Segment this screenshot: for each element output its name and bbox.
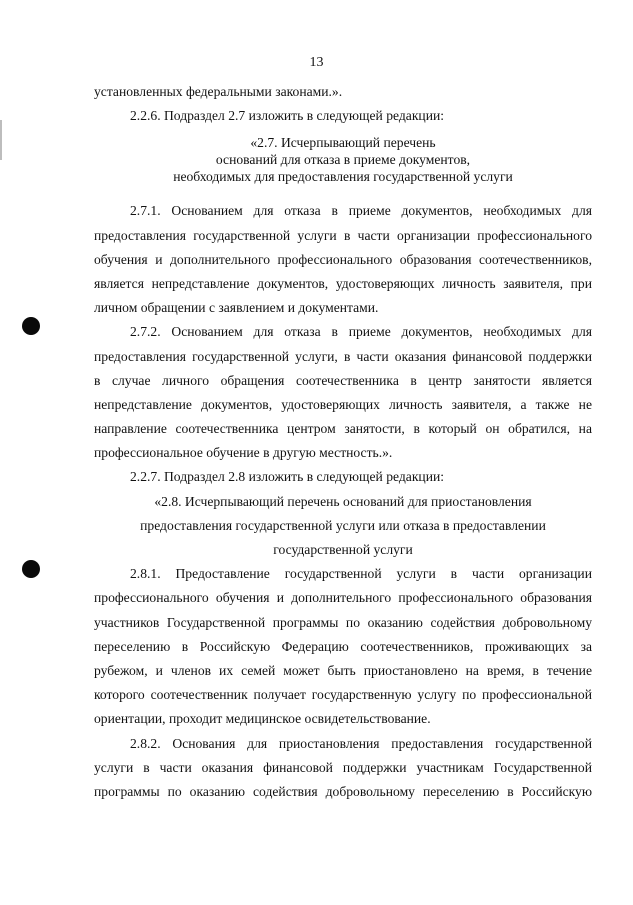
section-heading-2-8 (94, 490, 592, 563)
text-line: обучения и дополнительного профессионального образования соотечественников, (94, 251, 592, 267)
text-line: профессиональное обучение в другую местность.». (94, 445, 393, 461)
heading-line: «2.7. Исчерпывающий перечень (250, 135, 436, 151)
paragraph-2-8-1 (94, 562, 592, 731)
text-line: в случае личного обращения соотечественника в центр занятости является (94, 372, 592, 388)
text-line: 2.8.1. Предоставление государственной услуги в части организации (130, 566, 592, 582)
amendment-line: 2.2.7. Подраздел 2.8 изложить в следующей редакции: (130, 469, 445, 485)
heading-line: необходимых для предоставления государственной услуги (173, 169, 513, 185)
text-line: 2.7.2. Основанием для отказа в приеме документов, необходимых для (130, 324, 592, 340)
text-line: личном обращении с заявлением и документами. (94, 300, 379, 316)
punch-hole-top (22, 317, 40, 335)
page-number: 13 (309, 55, 324, 70)
heading-line: «2.8. Исчерпывающий перечень оснований для приостановления (154, 493, 532, 509)
text-line: услуги в части оказания финансовой поддержки участникам Государственной (94, 759, 592, 775)
text-line: 2.8.2. Основания для приостановления предоставления государственной (130, 735, 592, 751)
text-line: направление соотечественника центром занятости, в который он обратился, на (94, 421, 592, 437)
punch-hole-bottom (22, 560, 40, 578)
text-line: является непредставление документов, удостоверяющих личность заявителя, при (94, 275, 592, 291)
text-line: профессионального обучения и дополнительного профессионального образования (94, 590, 592, 606)
paragraph-2-7-1 (94, 199, 592, 320)
text-line: участников Государственной программы по оказанию содействия добровольному (94, 614, 592, 630)
document-body (94, 80, 592, 804)
heading-line: государственной услуги (273, 542, 413, 557)
text-line: которого соотечественник получает государственную услугу по профессиональной (94, 687, 592, 703)
paragraph-2-7-2 (94, 320, 592, 465)
paragraph-2-8-2 (94, 732, 592, 805)
text-line: рубежом, и членов их семей может быть приостановлено на время, в течение (94, 662, 592, 678)
heading-line: предоставления государственной услуги или отказа в предоставлении (140, 517, 546, 533)
text-line: программы по оказанию содействия добровольному переселению в Российскую (94, 783, 592, 799)
heading-line: оснований для отказа в приеме документов, (215, 152, 471, 168)
text-line: ориентации, проходит медицинское освидетельствование. (94, 711, 431, 727)
text-line: предоставления государственной услуги, в части оказания финансовой поддержки (94, 348, 592, 364)
text-line: непредставление документов, удостоверяющих личность заявителя, а также не (94, 396, 592, 412)
amendment-line: 2.2.6. Подраздел 2.7 изложить в следующей редакции: (130, 108, 445, 124)
text-line: 2.7.1. Основанием для отказа в приеме документов, необходимых для (130, 203, 592, 219)
text-line: переселению в Российскую Федерацию соотечественников, проживающих за (94, 638, 592, 654)
scan-edge-mark (0, 120, 2, 160)
text-line: установленных федеральными законами.». (94, 84, 343, 99)
text-line: предоставления государственной услуги в части организации профессионального (94, 227, 592, 243)
section-heading-2-7 (94, 134, 592, 185)
